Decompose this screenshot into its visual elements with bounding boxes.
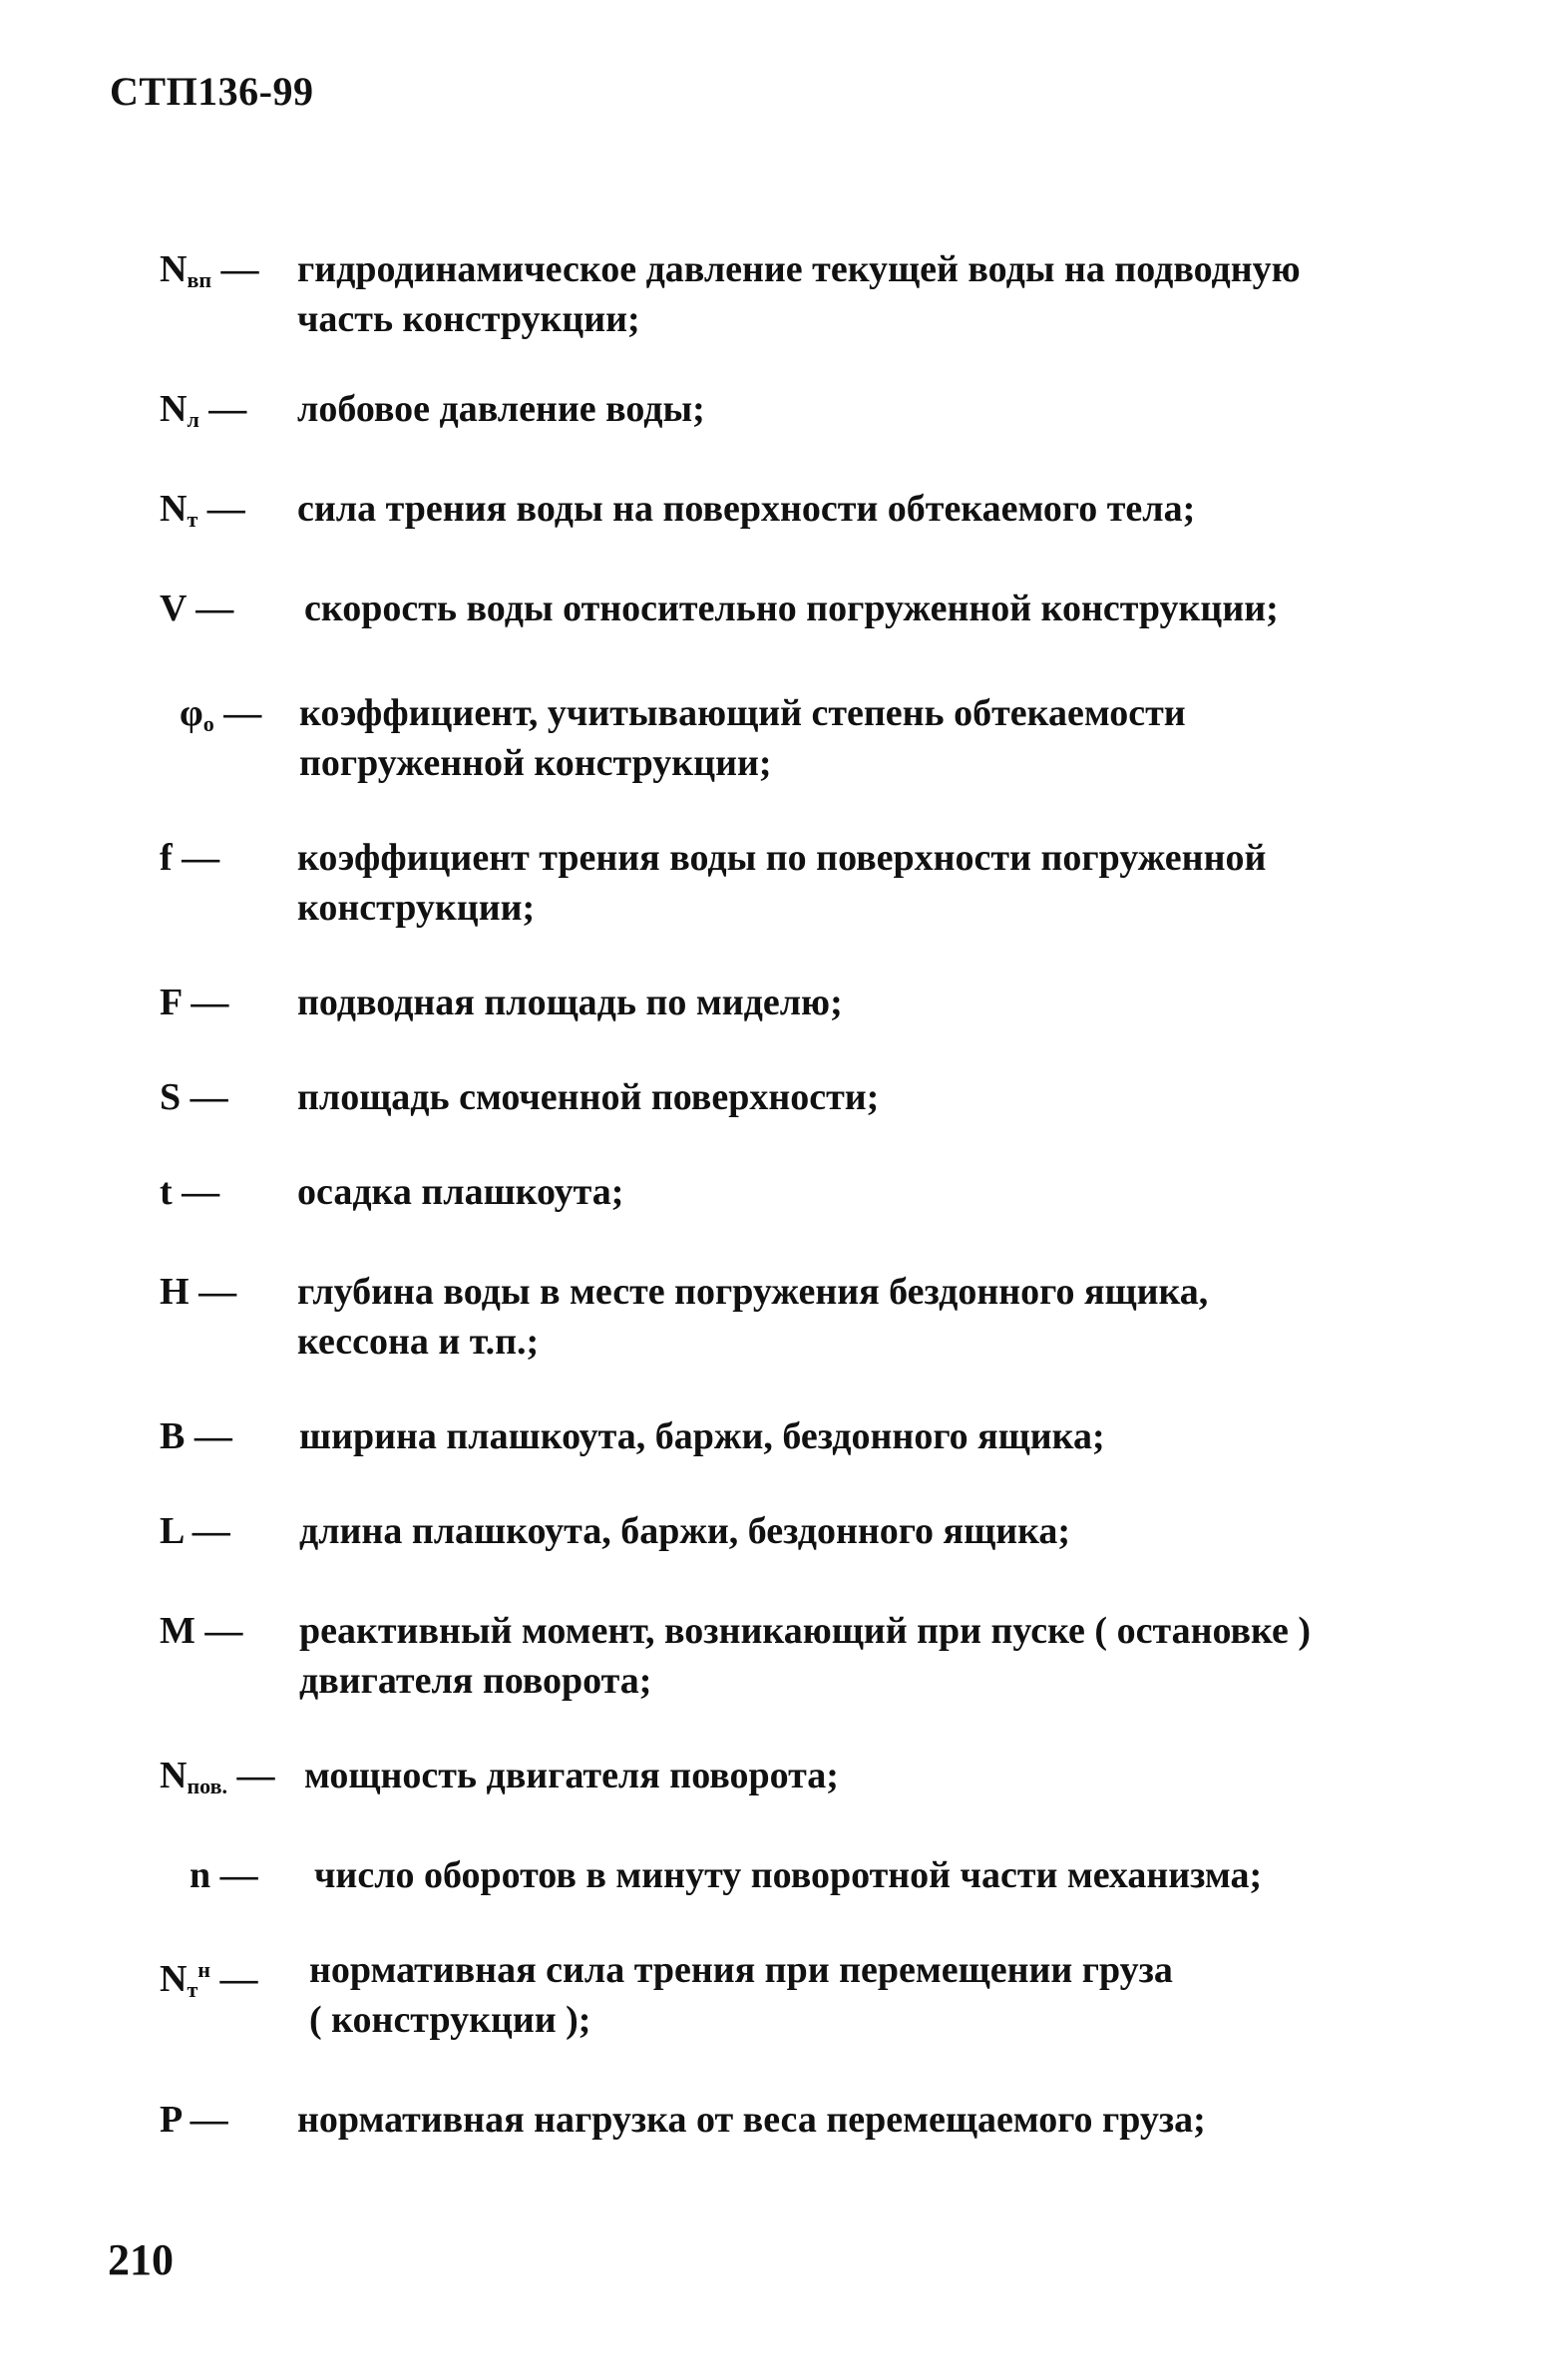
definition-symbol — [160, 1945, 257, 2015]
definition-line: коэффициент трения воды по поверхности погруженной — [297, 837, 1267, 879]
definition-symbol — [160, 2095, 228, 2145]
definition-text — [297, 1267, 1208, 1367]
em-dash: — — [194, 1610, 243, 1652]
symbol-letter: V — [160, 588, 187, 629]
definition-symbol — [160, 1411, 232, 1461]
definition-line: коэффициент, учитывающий степень обтекаемости — [299, 692, 1186, 734]
symbol-letter: H — [160, 1271, 190, 1313]
em-dash: — — [172, 1171, 220, 1213]
em-dash: — — [181, 982, 229, 1023]
definition-line: лобовое давление воды; — [297, 388, 705, 430]
definition-line: осадка плашкоута; — [297, 1171, 624, 1213]
definition-symbol — [160, 1267, 236, 1317]
definition-line: скорость воды относительно погруженной конструкции; — [304, 588, 1279, 629]
symbol-letter: n — [190, 1854, 211, 1896]
definition-line: сила трения воды на поверхности обтекаемого тела; — [297, 488, 1196, 530]
symbol-subscript: пов. — [187, 1774, 227, 1798]
em-dash: — — [198, 388, 247, 430]
symbol-subscript: вп — [187, 267, 212, 292]
document-header: СТП136-99 — [110, 69, 314, 114]
definition-text — [299, 1506, 1070, 1556]
definition-line: глубина воды в месте погружения бездонного ящика, — [297, 1271, 1209, 1313]
definition-text — [304, 1751, 839, 1800]
symbol-letter: N — [160, 248, 188, 290]
em-dash: — — [226, 1755, 275, 1796]
definition-text — [314, 1850, 1262, 1900]
definition-line: нормативная нагрузка от веса перемещаемого груза; — [297, 2099, 1206, 2141]
symbol-letter: N — [160, 1755, 188, 1796]
definition-line: часть конструкции; — [297, 298, 640, 340]
definition-text — [299, 1411, 1105, 1461]
definition-text — [297, 244, 1301, 344]
symbol-superscript: н — [197, 1957, 210, 1982]
definition-line: ( конструкции ); — [309, 1999, 591, 2041]
em-dash: — — [210, 1854, 258, 1896]
symbol-letter: f — [160, 837, 173, 879]
definition-line: нормативная сила трения при перемещении груза — [309, 1949, 1173, 1991]
em-dash: — — [197, 488, 245, 530]
definition-symbol — [160, 244, 259, 305]
definition-text — [304, 584, 1279, 633]
definition-text — [297, 2095, 1206, 2145]
definition-line: кессона и т.п.; — [297, 1321, 540, 1363]
symbol-letter: t — [160, 1171, 173, 1213]
definition-text — [299, 1606, 1311, 1706]
definition-symbol — [160, 1506, 230, 1556]
symbol-subscript: л — [187, 407, 199, 432]
definition-text — [297, 1072, 879, 1122]
definition-line: реактивный момент, возникающий при пуске ( остановке ) — [299, 1610, 1312, 1652]
symbol-subscript: т — [187, 507, 198, 532]
symbol-letter: L — [160, 1510, 184, 1552]
definition-line: гидродинамическое давление текущей воды на подводную — [297, 248, 1301, 290]
em-dash: — — [209, 1958, 258, 2000]
definition-symbol — [160, 384, 246, 445]
em-dash: — — [181, 2099, 228, 2141]
definition-symbol — [160, 1751, 274, 1811]
definition-line: подводная площадь по миделю; — [297, 982, 843, 1023]
definition-text — [297, 978, 843, 1027]
definition-symbol — [160, 833, 219, 883]
symbol-letter: N — [160, 488, 188, 530]
em-dash: — — [189, 1271, 237, 1313]
symbol-letter: N — [160, 388, 188, 430]
definition-line: площадь смоченной поверхности; — [297, 1076, 880, 1118]
em-dash: — — [185, 1415, 232, 1457]
definition-text — [297, 384, 705, 434]
definition-text — [297, 484, 1195, 534]
page-number: 210 — [108, 2235, 174, 2284]
definition-symbol — [160, 978, 228, 1027]
definition-text — [297, 833, 1266, 933]
definition-symbol — [160, 1072, 228, 1122]
symbol-letter: F — [160, 982, 182, 1023]
symbol-letter: N — [160, 1958, 188, 2000]
symbol-letter: M — [160, 1610, 195, 1652]
definition-line: мощность двигателя поворота; — [304, 1755, 839, 1796]
definition-symbol — [160, 1606, 242, 1656]
definition-line: конструкции; — [297, 887, 536, 929]
definition-line: число оборотов в минуту поворотной части механизма; — [314, 1854, 1263, 1896]
em-dash: — — [211, 248, 259, 290]
symbol-subscript: о — [202, 711, 214, 736]
definition-symbol — [160, 1167, 219, 1217]
symbol-letter: S — [160, 1076, 182, 1118]
definition-line: двигателя поворота; — [299, 1660, 652, 1702]
em-dash: — — [181, 1076, 228, 1118]
definition-symbol — [190, 1850, 258, 1900]
em-dash: — — [213, 692, 262, 734]
definition-line: погруженной конструкции; — [299, 742, 772, 784]
symbol-subscript: т — [187, 1977, 198, 2002]
em-dash: — — [186, 588, 234, 629]
definition-line: длина плашкоута, баржи, бездонного ящика; — [299, 1510, 1071, 1552]
definition-symbol — [180, 688, 261, 749]
definition-line: ширина плашкоута, баржи, бездонного ящика; — [299, 1415, 1105, 1457]
symbol-letter: B — [160, 1415, 186, 1457]
definition-symbol — [160, 484, 245, 545]
em-dash: — — [183, 1510, 230, 1552]
definition-symbol — [160, 584, 233, 633]
em-dash: — — [172, 837, 220, 879]
definition-text — [299, 688, 1186, 788]
definition-text — [297, 1167, 623, 1217]
symbol-letter: P — [160, 2099, 182, 2141]
symbol-letter: φ — [180, 692, 203, 734]
definition-text — [309, 1945, 1173, 2045]
